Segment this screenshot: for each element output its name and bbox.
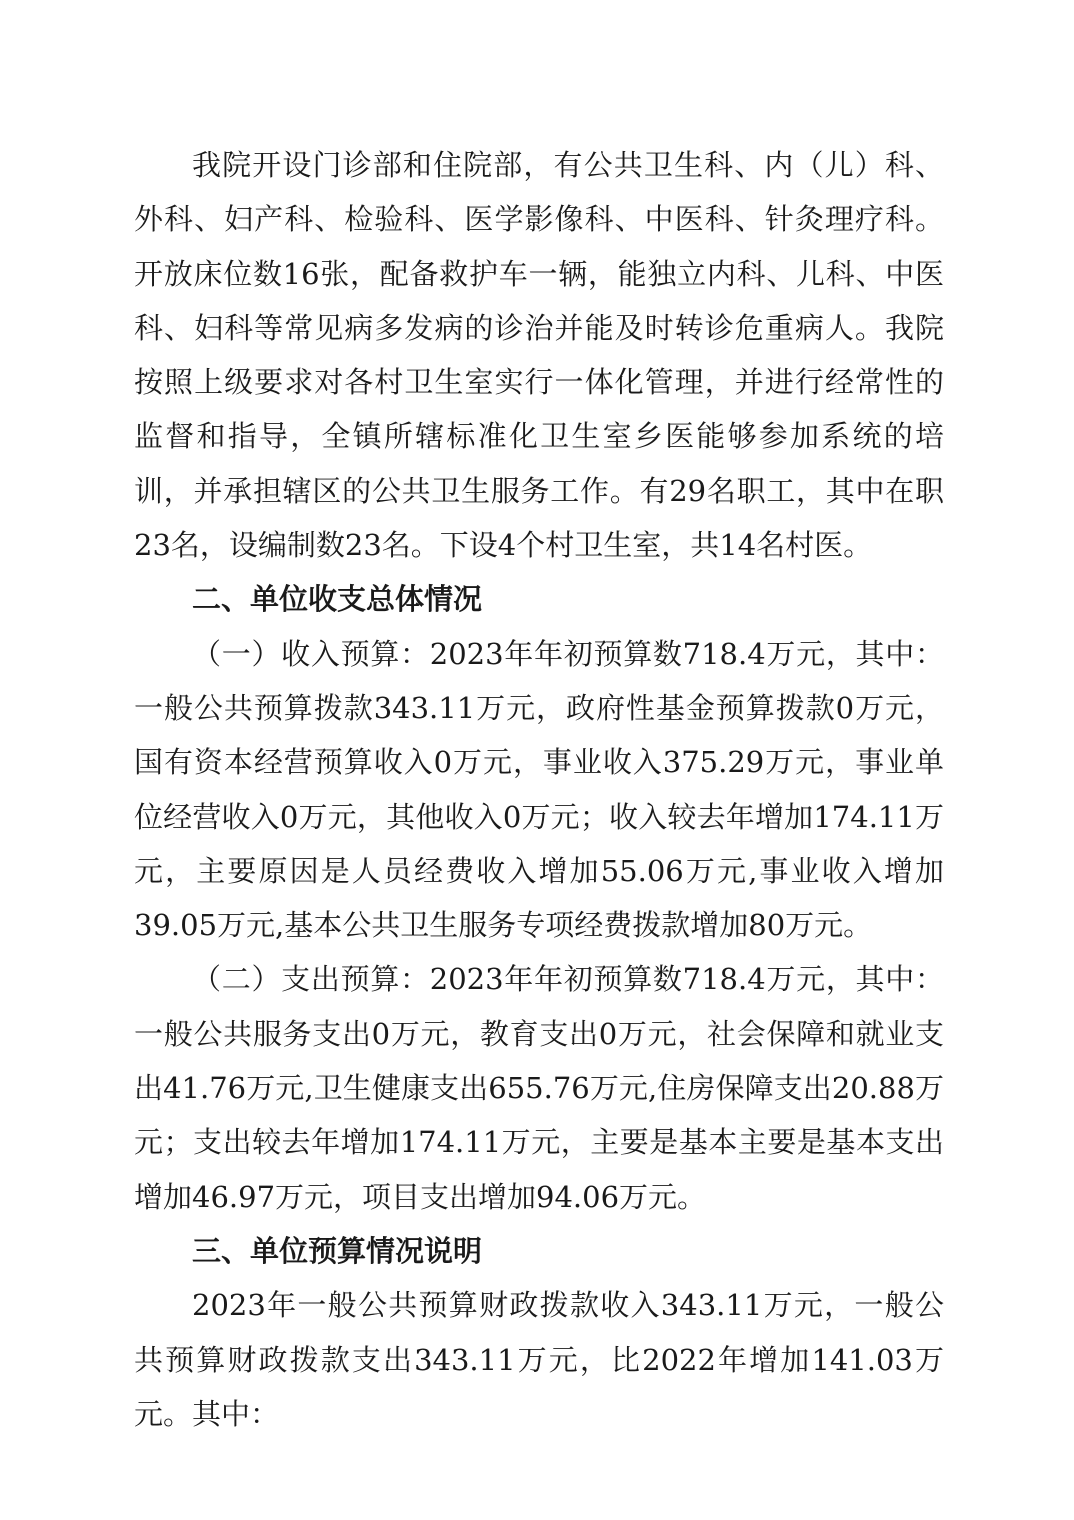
paragraph-hospital-overview: 我院开设门诊部和住院部，有公共卫生科、内（儿）科、外科、妇产科、检验科、医学影像科、中医科、针灸理疗科。开放床位数16张，配备救护车一辆，能独立内科、儿科、中医科、妇科等常见病多发病的诊治并能及时转诊危重病人。我院按照上级要求对各村卫生室实行一体化管理，并进行经常性的监督和指导，全镇所辖标准化卫生室乡医能够参加系统的培训，并承担辖区的公共卫生服务工作。有29名职工，其中在职23名，设编制数23名。下设4个村卫生室，共14名村医。: [134, 148, 944, 563]
section-heading-budget-explanation: 三、单位预算情况说明: [192, 1233, 483, 1268]
paragraph-income-budget: （一）收入预算：2023年年初预算数718.4万元，其中：一般公共预算拨款343.11万元，政府性基金预算拨款0万元，国有资本经营预算收入0万元，事业收入375.29万元，事业单位经营收入0万元，其他收入0万元；收入较去年增加174.11万元，主要原因是人员经费收入增加55.06万元,事业收入增加39.05万元,基本公共卫生服务专项经费拨款增加80万元。: [134, 636, 944, 943]
paragraph-expense-budget: （二）支出预算：2023年年初预算数718.4万元，其中：一般公共服务支出0万元，教育支出0万元，社会保障和就业支出41.76万元,卫生健康支出655.76万元,住房保障支出20.88万元；支出较去年增加174.11万元，主要是基本主要是基本支出增加46.97万元，项目支出增加94.06万元。: [134, 962, 944, 1214]
document-body: [134, 138, 944, 1441]
paragraph-general-budget: 2023年一般公共预算财政拨款收入343.11万元，一般公共预算财政拨款支出343.11万元，比2022年增加141.03万元。其中：: [134, 1288, 944, 1431]
section-heading-income-expense: 二、单位收支总体情况: [192, 582, 483, 617]
